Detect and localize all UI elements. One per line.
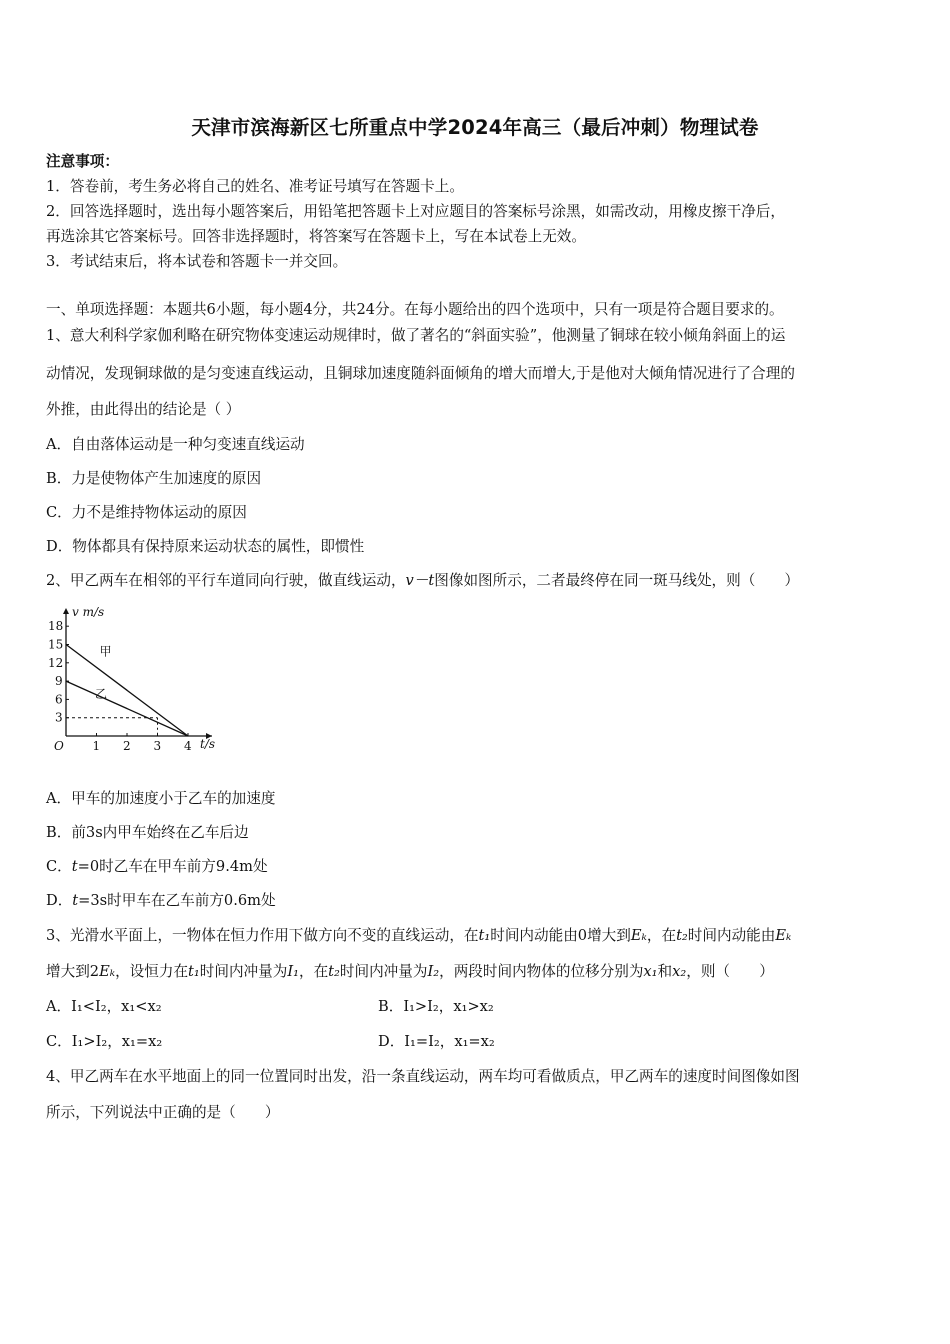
x-axis-label: t/s	[200, 737, 216, 751]
section-heading: 一、单项选择题：本题共6小题，每小题4分，共24分。在每小题给出的四个选项中，只有一项是符合题目要求的。	[46, 301, 784, 318]
q3-option-d: D．I₁=I₂，x₁=x₂	[378, 1033, 495, 1050]
q2-option-c-post: =0时乙车在甲车前方9.4m处	[77, 858, 268, 875]
notice-item-2b: 再选涂其它答案标号。回答非选择题时，将答案写在答题卡上，写在本试卷上无效。	[46, 228, 586, 245]
q1-stem-line-3: 外推，由此得出的结论是（ ）	[46, 401, 241, 418]
q3-ek: Eₖ	[99, 963, 116, 980]
q1-stem-line-1: 1、意大利科学家伽利略在研究物体变速运动规律时，做了著名的“斜面实验”，他测量了铜球在较小倾角斜面上的运	[46, 327, 786, 344]
series-line-yi	[66, 681, 188, 736]
q3-option-b: B．I₁>I₂，x₁>x₂	[378, 998, 494, 1015]
x-tick-label: 3	[153, 739, 162, 753]
q2-option-d	[46, 891, 276, 911]
q2-option-d-pre: D．	[46, 892, 73, 909]
q2-option-c-t: t	[71, 858, 78, 875]
q3-ek: Eₖ	[775, 927, 792, 944]
q3-text: ，在	[298, 963, 329, 980]
q2-option-c	[46, 857, 268, 877]
q1-option-d: D．物体都具有保持原来运动状态的属性，即惯性	[46, 538, 365, 555]
q2-stem-post: 图像如图所示，二者最终停在同一斑马线处，则（ ）	[434, 572, 800, 589]
q3-text: 时间内动能由0增大到	[490, 927, 631, 944]
y-tick-label: 12	[48, 655, 64, 670]
q1-stem-line-2: 动情况，发现铜球做的是匀变速直线运动，且铜球加速度随斜面倾角的增大而增大,于是他对大倾角情况进行了合理的	[46, 365, 795, 382]
q3-text: 时间内冲量为	[339, 963, 428, 980]
q1-option-a: A．自由落体运动是一种匀变速直线运动	[46, 436, 305, 453]
y-tick-label: 9	[55, 674, 63, 689]
q3-t2: t₂	[328, 963, 340, 980]
y-axis-arrow	[63, 608, 69, 614]
q2-option-a: A．甲车的加速度小于乙车的加速度	[46, 790, 276, 807]
q3-text: 增大到2	[46, 963, 100, 980]
q3-x2: x₂	[672, 963, 687, 980]
notice-item-2a: 2．回答选择题时，选出每小题答案后，用铅笔把答题卡上对应题目的答案标号涂黑，如需改动，用橡皮擦干净后，	[46, 203, 785, 220]
q2-stem-pre: 2、甲乙两车在相邻的平行车道同向行驶，做直线运动，	[46, 572, 406, 589]
q3-t2: t₂	[676, 927, 688, 944]
vt-graph	[44, 604, 224, 754]
series-line-jia	[66, 645, 188, 737]
exam-title: 天津市滨海新区七所重点中学2024年高三（最后冲刺）物理试卷	[191, 116, 759, 139]
q3-text: ，设恒力在	[115, 963, 189, 980]
q3-stem-line-1	[46, 926, 791, 946]
q2-option-c-pre: C．	[46, 858, 72, 875]
x-tick-label: 4	[184, 739, 192, 753]
q2-option-b: B．前3s内甲车始终在乙车后边	[46, 824, 249, 841]
x-tick-label: 1	[92, 739, 101, 753]
y-axis-label: v m/s	[72, 605, 105, 619]
y-tick-label: 6	[55, 692, 63, 707]
q3-stem-line-2	[46, 962, 774, 982]
q3-text: ，在	[646, 927, 677, 944]
q3-text: 时间内动能由	[687, 927, 776, 944]
q4-stem-line-1: 4、甲乙两车在水平地面上的同一位置同时出发，沿一条直线运动，两车均可看做质点，甲乙两车的速度时间图像如图	[46, 1068, 800, 1085]
series-label-jia: 甲	[99, 644, 112, 659]
q3-text: 3、光滑水平面上，一物体在恒力作用下做方向不变的直线运动，在	[46, 927, 479, 944]
q3-x1: x₁	[643, 963, 658, 980]
notice-item-3: 3．考试结束后，将本试卷和答题卡一并交回。	[46, 253, 348, 270]
q3-i2: I₂	[427, 963, 440, 980]
q3-option-c: C．I₁>I₂，x₁=x₂	[46, 1033, 163, 1050]
notice-item-1: 1．答卷前，考生务必将自己的姓名、准考证号填写在答题卡上。	[46, 178, 464, 195]
origin-label: O	[54, 739, 64, 753]
q1-option-c: C．力不是维持物体运动的原因	[46, 504, 247, 521]
q3-t1: t₁	[188, 963, 200, 980]
q3-i1: I₁	[287, 963, 299, 980]
q3-text: 和	[657, 963, 673, 980]
y-tick-label: 3	[55, 710, 63, 725]
notice-heading: 注意事项：	[46, 153, 119, 170]
q2-stem-vt: v－t	[405, 572, 435, 589]
q3-text: ，两段时间内物体的位移分别为	[439, 963, 644, 980]
series-label-yi: 乙	[94, 687, 107, 702]
q4-stem-line-2: 所示，下列说法中正确的是（ ）	[46, 1104, 280, 1121]
x-tick-label: 2	[123, 739, 131, 753]
q1-option-b: B．力是使物体产生加速度的原因	[46, 470, 262, 487]
q2-option-d-t: t	[72, 892, 79, 909]
q3-ek: Eₖ	[630, 927, 647, 944]
q2-option-d-post: =3s时甲车在乙车前方0.6m处	[78, 892, 276, 909]
y-tick-label: 18	[48, 619, 64, 634]
q3-option-a: A．I₁<I₂，x₁<x₂	[46, 998, 162, 1015]
q3-text: ，则（ ）	[686, 963, 774, 980]
q2-stem	[46, 571, 799, 591]
y-tick-label: 15	[48, 637, 64, 652]
q3-text: 时间内冲量为	[199, 963, 288, 980]
q3-t1: t₁	[478, 927, 491, 944]
